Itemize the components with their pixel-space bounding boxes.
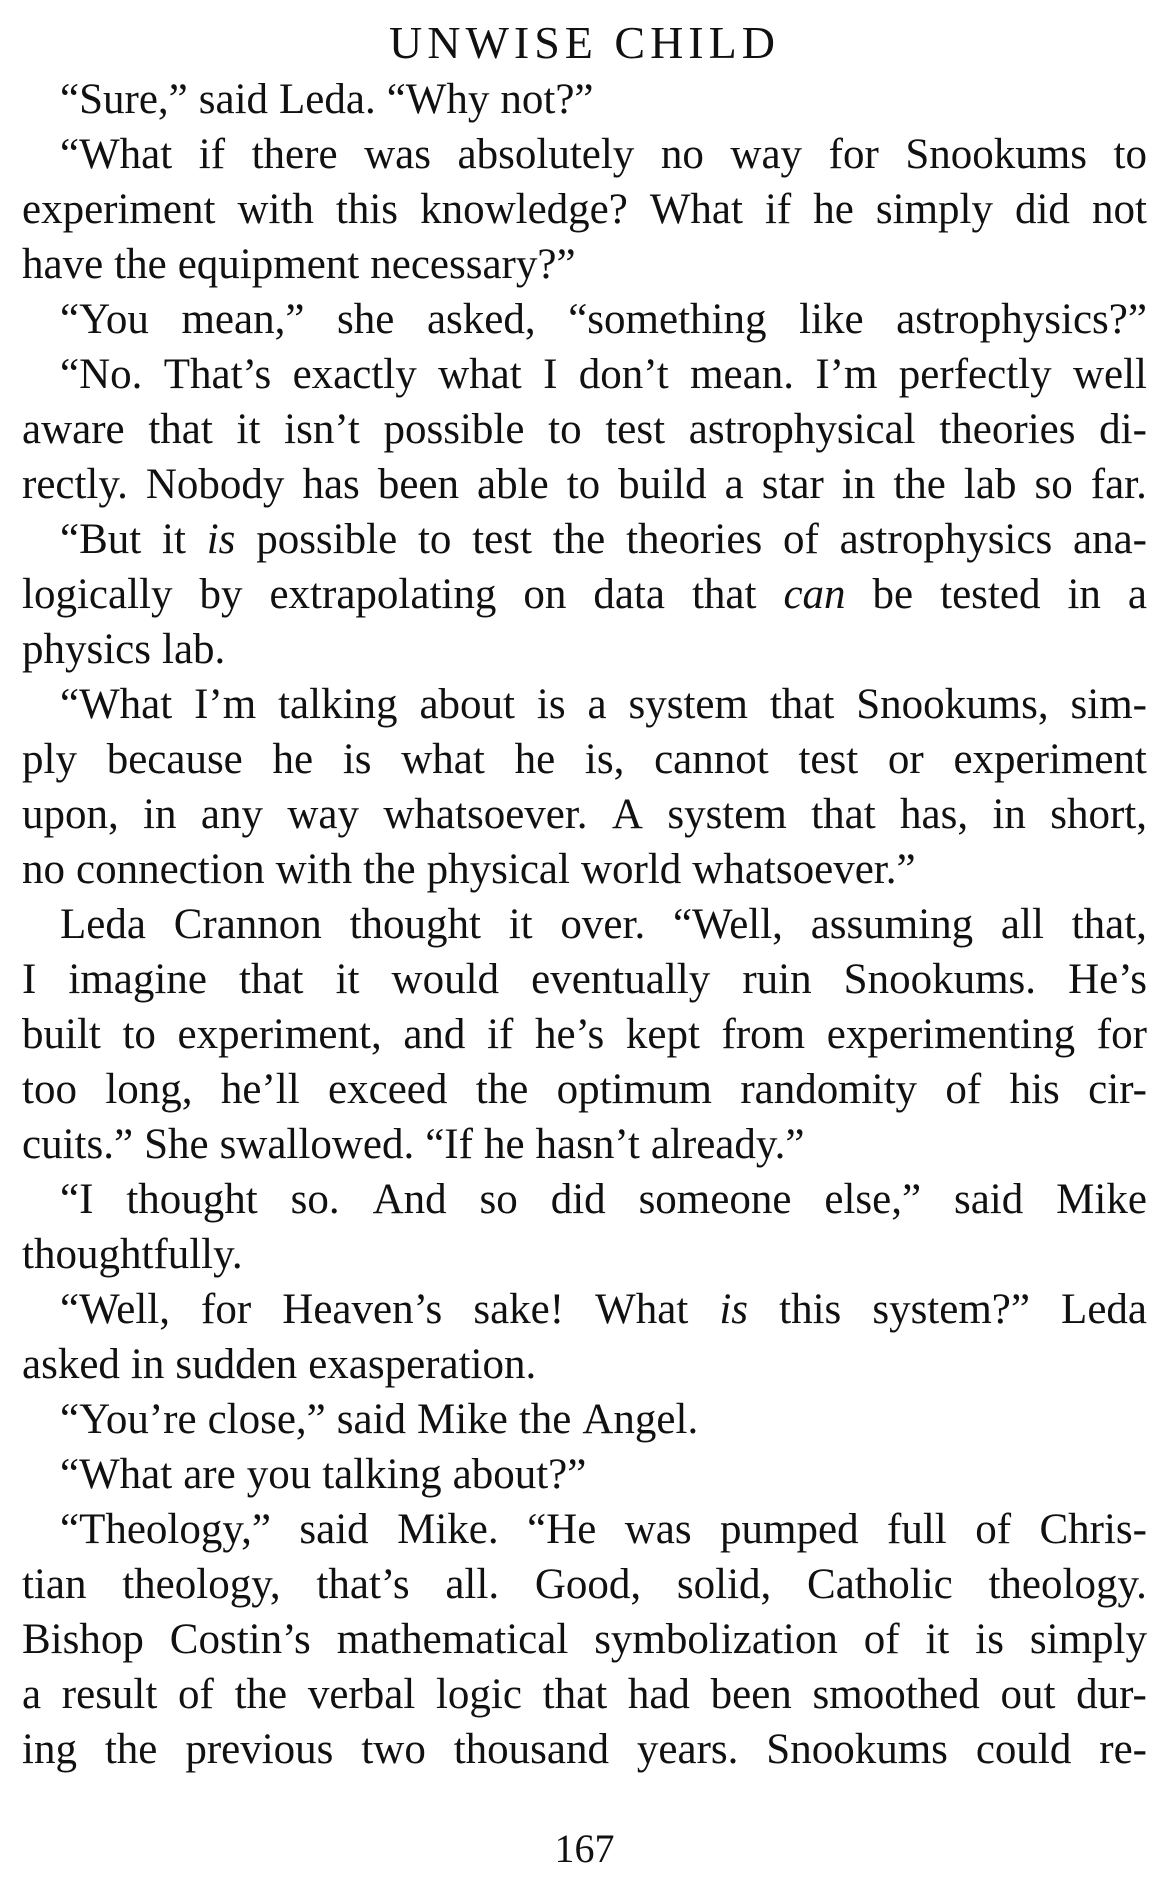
word: ana- — [1073, 516, 1147, 563]
word: exasperation. — [308, 1341, 537, 1388]
word: ruin — [742, 956, 812, 1003]
word: his — [1009, 1066, 1060, 1113]
word: perfectly — [898, 351, 1052, 398]
word: star — [761, 461, 824, 508]
word: connection — [76, 846, 265, 893]
text-line — [22, 952, 1147, 1007]
word: symbolization — [594, 1616, 838, 1663]
text-line — [22, 457, 1147, 512]
word: over. — [560, 901, 646, 948]
word: already.” — [650, 1121, 805, 1168]
word: can — [783, 571, 846, 618]
word: the — [552, 516, 606, 563]
word: to — [566, 461, 601, 508]
word: been — [710, 1671, 792, 1718]
text-line — [22, 732, 1147, 787]
word: he — [483, 1121, 525, 1168]
word: experiment, — [177, 1011, 382, 1058]
word: Snookums, — [856, 681, 1049, 728]
word: that — [148, 406, 213, 453]
word: solid, — [676, 1561, 772, 1608]
word: upon, — [22, 791, 119, 838]
word: said — [198, 76, 269, 123]
word: with — [275, 846, 353, 893]
word: so — [479, 1176, 518, 1223]
word: Snookums. — [843, 956, 1037, 1003]
text-line — [22, 237, 1147, 292]
word: test — [798, 736, 859, 783]
text-line — [22, 1667, 1147, 1722]
word: And — [372, 1176, 447, 1223]
word: smoothed — [812, 1671, 980, 1718]
word: I — [22, 956, 37, 1003]
word: Snookums — [905, 131, 1087, 178]
word: “You — [60, 296, 149, 343]
word: would — [391, 956, 500, 1003]
word: Nobody — [145, 461, 285, 508]
running-head: UNWISE CHILD — [389, 17, 780, 68]
word: is — [206, 516, 236, 563]
text-line — [22, 292, 1147, 347]
word: “Sure,” — [60, 76, 188, 123]
word: talking — [322, 1451, 442, 1498]
text-line — [22, 1117, 1147, 1172]
word: swallowed. — [219, 1121, 415, 1168]
word: “If — [425, 1121, 473, 1168]
word: could — [975, 1726, 1072, 1773]
text-line — [22, 1722, 1147, 1777]
word: data — [593, 571, 665, 618]
word: “Why — [386, 76, 490, 123]
text-line — [22, 1007, 1147, 1062]
word: Leda. — [279, 76, 376, 123]
word: physical — [426, 846, 570, 893]
word: don’t — [578, 351, 669, 398]
word: if — [764, 186, 792, 233]
word: if — [487, 1011, 514, 1058]
word: a — [22, 1671, 42, 1718]
text-line — [22, 677, 1147, 732]
word: way — [287, 791, 360, 838]
word: tested — [940, 571, 1041, 618]
word: built — [22, 1011, 101, 1058]
word: out — [1000, 1671, 1056, 1718]
text-line — [22, 622, 1147, 677]
word: kept — [625, 1011, 700, 1058]
word: have — [22, 241, 104, 288]
text-line — [22, 1337, 1147, 1392]
word: short, — [1050, 791, 1147, 838]
word: was — [364, 131, 431, 178]
word: no — [22, 846, 65, 893]
word: for — [828, 131, 879, 178]
word: “Theology,” — [60, 1506, 271, 1553]
word: years. — [636, 1726, 739, 1773]
word: That’s — [163, 351, 272, 398]
text-line — [22, 347, 1147, 402]
word: cuits.” — [22, 1121, 134, 1168]
word: cir- — [1088, 1066, 1147, 1113]
word: verbal — [307, 1671, 416, 1718]
word: system — [628, 681, 748, 728]
word: of — [782, 516, 819, 563]
word: of — [945, 1066, 982, 1113]
word: experimenting — [826, 1011, 1076, 1058]
word: “No. — [60, 351, 143, 398]
body-text — [22, 72, 1147, 1777]
word: thought — [126, 1176, 258, 1223]
word: it — [236, 406, 261, 453]
word: that — [542, 1671, 608, 1718]
text-line — [22, 402, 1147, 457]
word: A — [611, 791, 643, 838]
word: extrapolating — [269, 571, 497, 618]
word: astrophysics — [839, 516, 1053, 563]
word: “But — [60, 516, 142, 563]
word: to — [548, 406, 582, 453]
word: logic — [435, 1671, 522, 1718]
word: sake! — [473, 1286, 565, 1333]
word: “something — [568, 296, 767, 343]
word: equipment — [177, 241, 360, 288]
word: was — [624, 1506, 692, 1553]
word: previous — [185, 1726, 334, 1773]
word: “Well, — [672, 901, 783, 948]
word: Good, — [534, 1561, 642, 1608]
word: “What — [60, 681, 173, 728]
word: test — [605, 406, 666, 453]
word: long, — [105, 1066, 193, 1113]
word: did — [1014, 186, 1070, 233]
word: if — [198, 131, 226, 178]
word: so. — [290, 1176, 340, 1223]
word: because — [106, 736, 243, 783]
word: you — [246, 1451, 312, 1498]
word: he — [514, 736, 556, 783]
word: logically — [22, 571, 173, 618]
word: else,” — [824, 1176, 922, 1223]
word: he — [272, 736, 314, 783]
word: possible — [256, 516, 398, 563]
word: assuming — [810, 901, 974, 948]
word: experiment — [22, 186, 216, 233]
text-line — [22, 1502, 1147, 1557]
word: a — [724, 461, 744, 508]
word: it — [508, 901, 533, 948]
text-line — [22, 1447, 1147, 1502]
word: it — [162, 516, 186, 563]
word: He’s — [1068, 956, 1147, 1003]
word: Mike. — [397, 1506, 499, 1553]
word: “What — [60, 131, 173, 178]
word: two — [361, 1726, 426, 1773]
text-line — [22, 567, 1147, 622]
word: any — [200, 791, 264, 838]
word: all. — [445, 1561, 500, 1608]
word: Chris- — [1039, 1506, 1147, 1553]
word: all — [1000, 901, 1044, 948]
word: She — [144, 1121, 209, 1168]
word: Snookums — [766, 1726, 948, 1773]
word: mean. — [690, 351, 794, 398]
word: did — [550, 1176, 606, 1223]
word: Catholic — [807, 1561, 953, 1608]
word: thousand — [453, 1726, 609, 1773]
word: theology, — [122, 1561, 281, 1608]
word: not?” — [500, 76, 594, 123]
word: is — [719, 1286, 749, 1333]
word: he’ll — [220, 1066, 300, 1113]
word: about?” — [452, 1451, 587, 1498]
word: simply — [875, 186, 993, 233]
word: the — [893, 461, 946, 508]
word: this — [779, 1286, 842, 1333]
text-line — [22, 1282, 1147, 1337]
word: on — [523, 571, 567, 618]
word: what — [438, 351, 522, 398]
word: mean,” — [181, 296, 305, 343]
word: world — [580, 846, 682, 893]
word: Angel. — [582, 1396, 699, 1443]
word: it — [925, 1616, 950, 1663]
word: by — [199, 571, 243, 618]
word: so — [1034, 461, 1073, 508]
word: pumped — [720, 1506, 859, 1553]
word: asked — [22, 1341, 120, 1388]
word: said — [336, 1396, 407, 1443]
word: has — [302, 461, 360, 508]
word: mathematical — [336, 1616, 569, 1663]
word: in — [143, 791, 177, 838]
word: Heaven’s — [282, 1286, 443, 1333]
word: talking — [278, 681, 398, 728]
word: randomity — [740, 1066, 918, 1113]
word: are — [183, 1451, 236, 1498]
text-line — [22, 72, 1147, 127]
word: eventually — [531, 956, 711, 1003]
word: theories — [626, 516, 763, 563]
word: “I — [60, 1176, 94, 1223]
word: of — [863, 1616, 900, 1663]
word: What — [649, 186, 743, 233]
word: in — [992, 791, 1026, 838]
word: Leda — [60, 901, 146, 948]
word: astrophysical — [688, 406, 916, 453]
word: whatsoever. — [383, 791, 588, 838]
word: tian — [22, 1561, 87, 1608]
word: sim- — [1070, 681, 1147, 728]
text-line — [22, 1612, 1147, 1667]
word: has, — [900, 791, 969, 838]
text-line — [22, 1172, 1147, 1227]
word: is, — [584, 736, 625, 783]
word: I — [543, 351, 558, 398]
word: or — [887, 736, 924, 783]
word: the — [363, 846, 416, 893]
word: I’m — [815, 351, 878, 398]
word: from — [721, 1011, 806, 1058]
page-number: 167 — [554, 1826, 615, 1871]
word: in — [130, 1341, 165, 1388]
word: isn’t — [284, 406, 360, 453]
word: of — [975, 1506, 1012, 1553]
word: astrophysics?” — [896, 296, 1147, 343]
text-line — [22, 1227, 1147, 1282]
word: Leda — [1061, 1286, 1147, 1333]
word: dur- — [1076, 1671, 1147, 1718]
word: he’s — [534, 1011, 605, 1058]
word: optimum — [556, 1066, 712, 1113]
word: theories — [939, 406, 1076, 453]
word: to — [122, 1011, 156, 1058]
word: test — [472, 516, 532, 563]
word: result — [61, 1671, 158, 1718]
word: possible — [383, 406, 525, 453]
word: it — [335, 956, 360, 1003]
word: someone — [638, 1176, 792, 1223]
text-line — [22, 1392, 1147, 1447]
word: thoughtfully. — [22, 1231, 243, 1278]
word: is — [536, 681, 566, 728]
word: what — [401, 736, 485, 783]
word: build — [618, 461, 707, 508]
word: cannot — [654, 736, 769, 783]
word: lab. — [162, 626, 226, 673]
word: experiment — [953, 736, 1147, 783]
word: asked, — [426, 296, 536, 343]
word: too — [22, 1066, 77, 1113]
word: said — [953, 1176, 1024, 1223]
word: system — [667, 791, 787, 838]
word: not — [1091, 186, 1147, 233]
word: rectly. — [22, 461, 128, 508]
word: necessary?” — [370, 241, 576, 288]
word: the — [104, 1726, 158, 1773]
word: way — [730, 131, 803, 178]
word: for — [1096, 1011, 1147, 1058]
word: simply — [1029, 1616, 1147, 1663]
word: Bishop — [22, 1616, 144, 1663]
text-line — [22, 787, 1147, 842]
word: been — [377, 461, 459, 508]
word: whatsoever.” — [692, 846, 916, 893]
word: “You’re — [60, 1396, 197, 1443]
word: full — [887, 1506, 947, 1553]
word: exactly — [292, 351, 417, 398]
word: sudden — [175, 1341, 298, 1388]
text-line — [22, 897, 1147, 952]
word: to — [417, 516, 452, 563]
word: thought — [349, 901, 481, 948]
word: system?” — [872, 1286, 1030, 1333]
word: that — [769, 681, 835, 728]
word: with — [237, 186, 314, 233]
word: is — [975, 1616, 1004, 1663]
text-line — [22, 127, 1147, 182]
word: absolutely — [457, 131, 635, 178]
word: for — [201, 1286, 252, 1333]
word: said — [299, 1506, 369, 1553]
word: a — [1127, 571, 1147, 618]
word: Mike — [417, 1396, 508, 1443]
word: “What — [60, 1451, 173, 1498]
word: “Well, — [60, 1286, 170, 1333]
word: the — [475, 1066, 529, 1113]
word: ply — [22, 736, 77, 783]
word: imagine — [68, 956, 207, 1003]
word: ing — [22, 1726, 77, 1773]
text-line — [22, 182, 1147, 237]
word: able — [477, 461, 549, 508]
word: that — [239, 956, 304, 1003]
word: there — [251, 131, 338, 178]
word: is — [342, 736, 372, 783]
word: physics — [22, 626, 151, 673]
word: that — [691, 571, 757, 618]
word: I’m — [194, 681, 257, 728]
word: this — [335, 186, 399, 233]
word: like — [799, 296, 864, 343]
word: “He — [527, 1506, 597, 1553]
word: aware — [22, 406, 125, 453]
word: Crannon — [173, 901, 322, 948]
word: di- — [1099, 406, 1147, 453]
word: the — [234, 1671, 288, 1718]
word: to — [1113, 131, 1147, 178]
word: that’s — [316, 1561, 410, 1608]
word: the — [518, 1396, 572, 1443]
word: of — [178, 1671, 214, 1718]
word: about — [419, 681, 515, 728]
text-line — [22, 512, 1147, 567]
word: the — [114, 241, 167, 288]
word: in — [841, 461, 876, 508]
word: no — [660, 131, 704, 178]
book-page — [22, 14, 1147, 1874]
word: far. — [1090, 461, 1147, 508]
word: lab — [963, 461, 1017, 508]
word: theology. — [988, 1561, 1147, 1608]
text-line — [22, 1557, 1147, 1612]
word: had — [627, 1671, 690, 1718]
word: she — [337, 296, 395, 343]
word: What — [595, 1286, 689, 1333]
word: exceed — [328, 1066, 448, 1113]
word: that — [811, 791, 876, 838]
word: in — [1067, 571, 1101, 618]
word: re- — [1099, 1726, 1147, 1773]
word: knowledge? — [420, 186, 628, 233]
text-line — [22, 842, 1147, 897]
word: be — [872, 571, 914, 618]
word: that, — [1071, 901, 1147, 948]
word: Mike — [1056, 1176, 1147, 1223]
word: he — [813, 186, 854, 233]
word: a — [587, 681, 607, 728]
word: and — [403, 1011, 466, 1058]
word: hasn’t — [535, 1121, 640, 1168]
word: Costin’s — [169, 1616, 311, 1663]
text-line — [22, 1062, 1147, 1117]
word: close,” — [207, 1396, 326, 1443]
word: well — [1072, 351, 1147, 398]
